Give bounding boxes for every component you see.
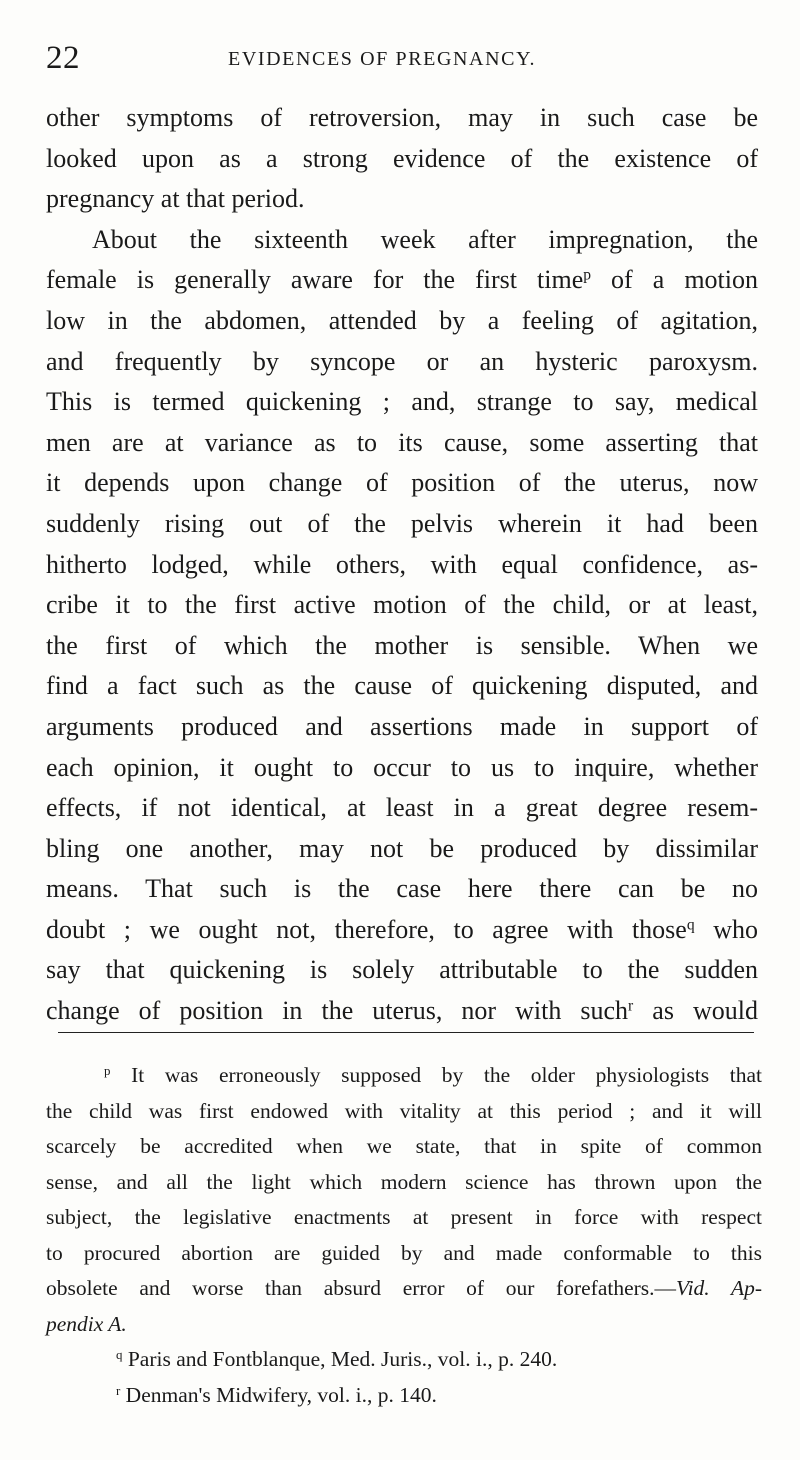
footnote-line: scarcely be accredited when we state, that in spite of common: [46, 1134, 762, 1158]
text-line: and frequently by syncope or an hysteric paroxysm.: [46, 346, 758, 376]
text-line: men are at variance as to its cause, some asserting that: [46, 427, 758, 457]
footnote-text: It was erroneously supposed by the older physiologists that: [131, 1063, 762, 1087]
text-segment: doubt ; we ought not, therefore, to agree with those: [46, 914, 687, 944]
page-number: 22: [46, 40, 80, 76]
footnote-ref-p: p: [583, 266, 592, 284]
footnote-marker-p: p: [104, 1063, 111, 1078]
footnote-ref-q: q: [686, 916, 695, 934]
footnotes: [46, 1058, 762, 1413]
text-line: each opinion, it ought to occur to us to inquire, whether: [46, 752, 758, 782]
footnote-citation: Vid. Ap-: [676, 1276, 762, 1300]
text-segment: change of position in the uterus, nor with such: [46, 996, 629, 1026]
body-text: [46, 98, 758, 1032]
text-line: pregnancy at that period.: [46, 184, 305, 214]
text-line: suddenly rising out of the pelvis wherein it had been: [46, 508, 758, 538]
text-segment: of a motion: [591, 265, 758, 295]
text-line: other symptoms of retroversion, may in such case be: [46, 103, 758, 132]
text-line: About the sixteenth week after impregnation, the: [92, 224, 758, 254]
text-line: bling one another, may not be produced by dissimilar: [46, 833, 758, 863]
footnote-line: [46, 1058, 762, 1094]
text-line: arguments produced and assertions made in support of: [46, 711, 758, 741]
text-line: it depends upon change of position of the uterus, now: [46, 468, 758, 498]
footnote-line: the child was first endowed with vitality at this period ; and it will: [46, 1098, 762, 1123]
text-line: effects, if not identical, at least in a great degree resem-: [46, 793, 758, 823]
running-head: EVIDENCES OF PREGNANCY.: [228, 48, 537, 70]
text-line: hitherto lodged, while others, with equal confidence, as-: [46, 549, 758, 579]
footnote-line: to procured abortion are guided by and made conformable to this: [46, 1240, 762, 1265]
text-line: means. That such is the case here there can be no: [46, 874, 758, 904]
page-header: [46, 38, 756, 78]
text-line: the first of which the mother is sensible. When we: [46, 630, 758, 660]
text-line: cribe it to the first active motion of the child, or at least,: [46, 590, 758, 620]
footnote-marker-q: q: [116, 1347, 123, 1362]
text-line: low in the abdomen, attended by a feeling of agitation,: [46, 305, 758, 335]
footnote-line: pendix A.: [46, 1311, 127, 1336]
text-line: say that quickening is solely attributable to the sudden: [46, 955, 758, 985]
footnote-marker-r: r: [116, 1383, 121, 1398]
footnote-text: obsolete and worse than absurd error of our forefathers.—: [46, 1276, 677, 1300]
text-line: [46, 991, 758, 1032]
footnote-ref-r: r: [628, 997, 634, 1015]
footnote-line: subject, the legislative enactments at present in force with respect: [46, 1205, 762, 1229]
footnote-divider: [58, 1032, 754, 1033]
text-line: [46, 910, 758, 951]
text-line: This is termed quickening ; and, strange to say, medical: [46, 387, 758, 417]
footnote-line: sense, and all the light which modern science has thrown upon the: [46, 1169, 762, 1194]
text-line: [46, 260, 758, 301]
footnote-line-q: [46, 1342, 762, 1378]
footnote-text: Paris and Fontblanque, Med. Juris., vol. i., p. 240.: [127, 1347, 558, 1371]
text-segment: who: [694, 914, 758, 944]
text-line: looked upon as a strong evidence of the existence of: [46, 143, 758, 173]
text-segment: female is generally aware for the first time: [46, 265, 584, 295]
text-segment: as would: [633, 996, 758, 1026]
footnote-line-r: [46, 1378, 762, 1414]
footnote-text: Denman's Midwifery, vol. i., p. 140.: [125, 1382, 437, 1407]
footnote-line: [46, 1271, 762, 1307]
text-line: find a fact such as the cause of quickening disputed, and: [46, 671, 758, 701]
